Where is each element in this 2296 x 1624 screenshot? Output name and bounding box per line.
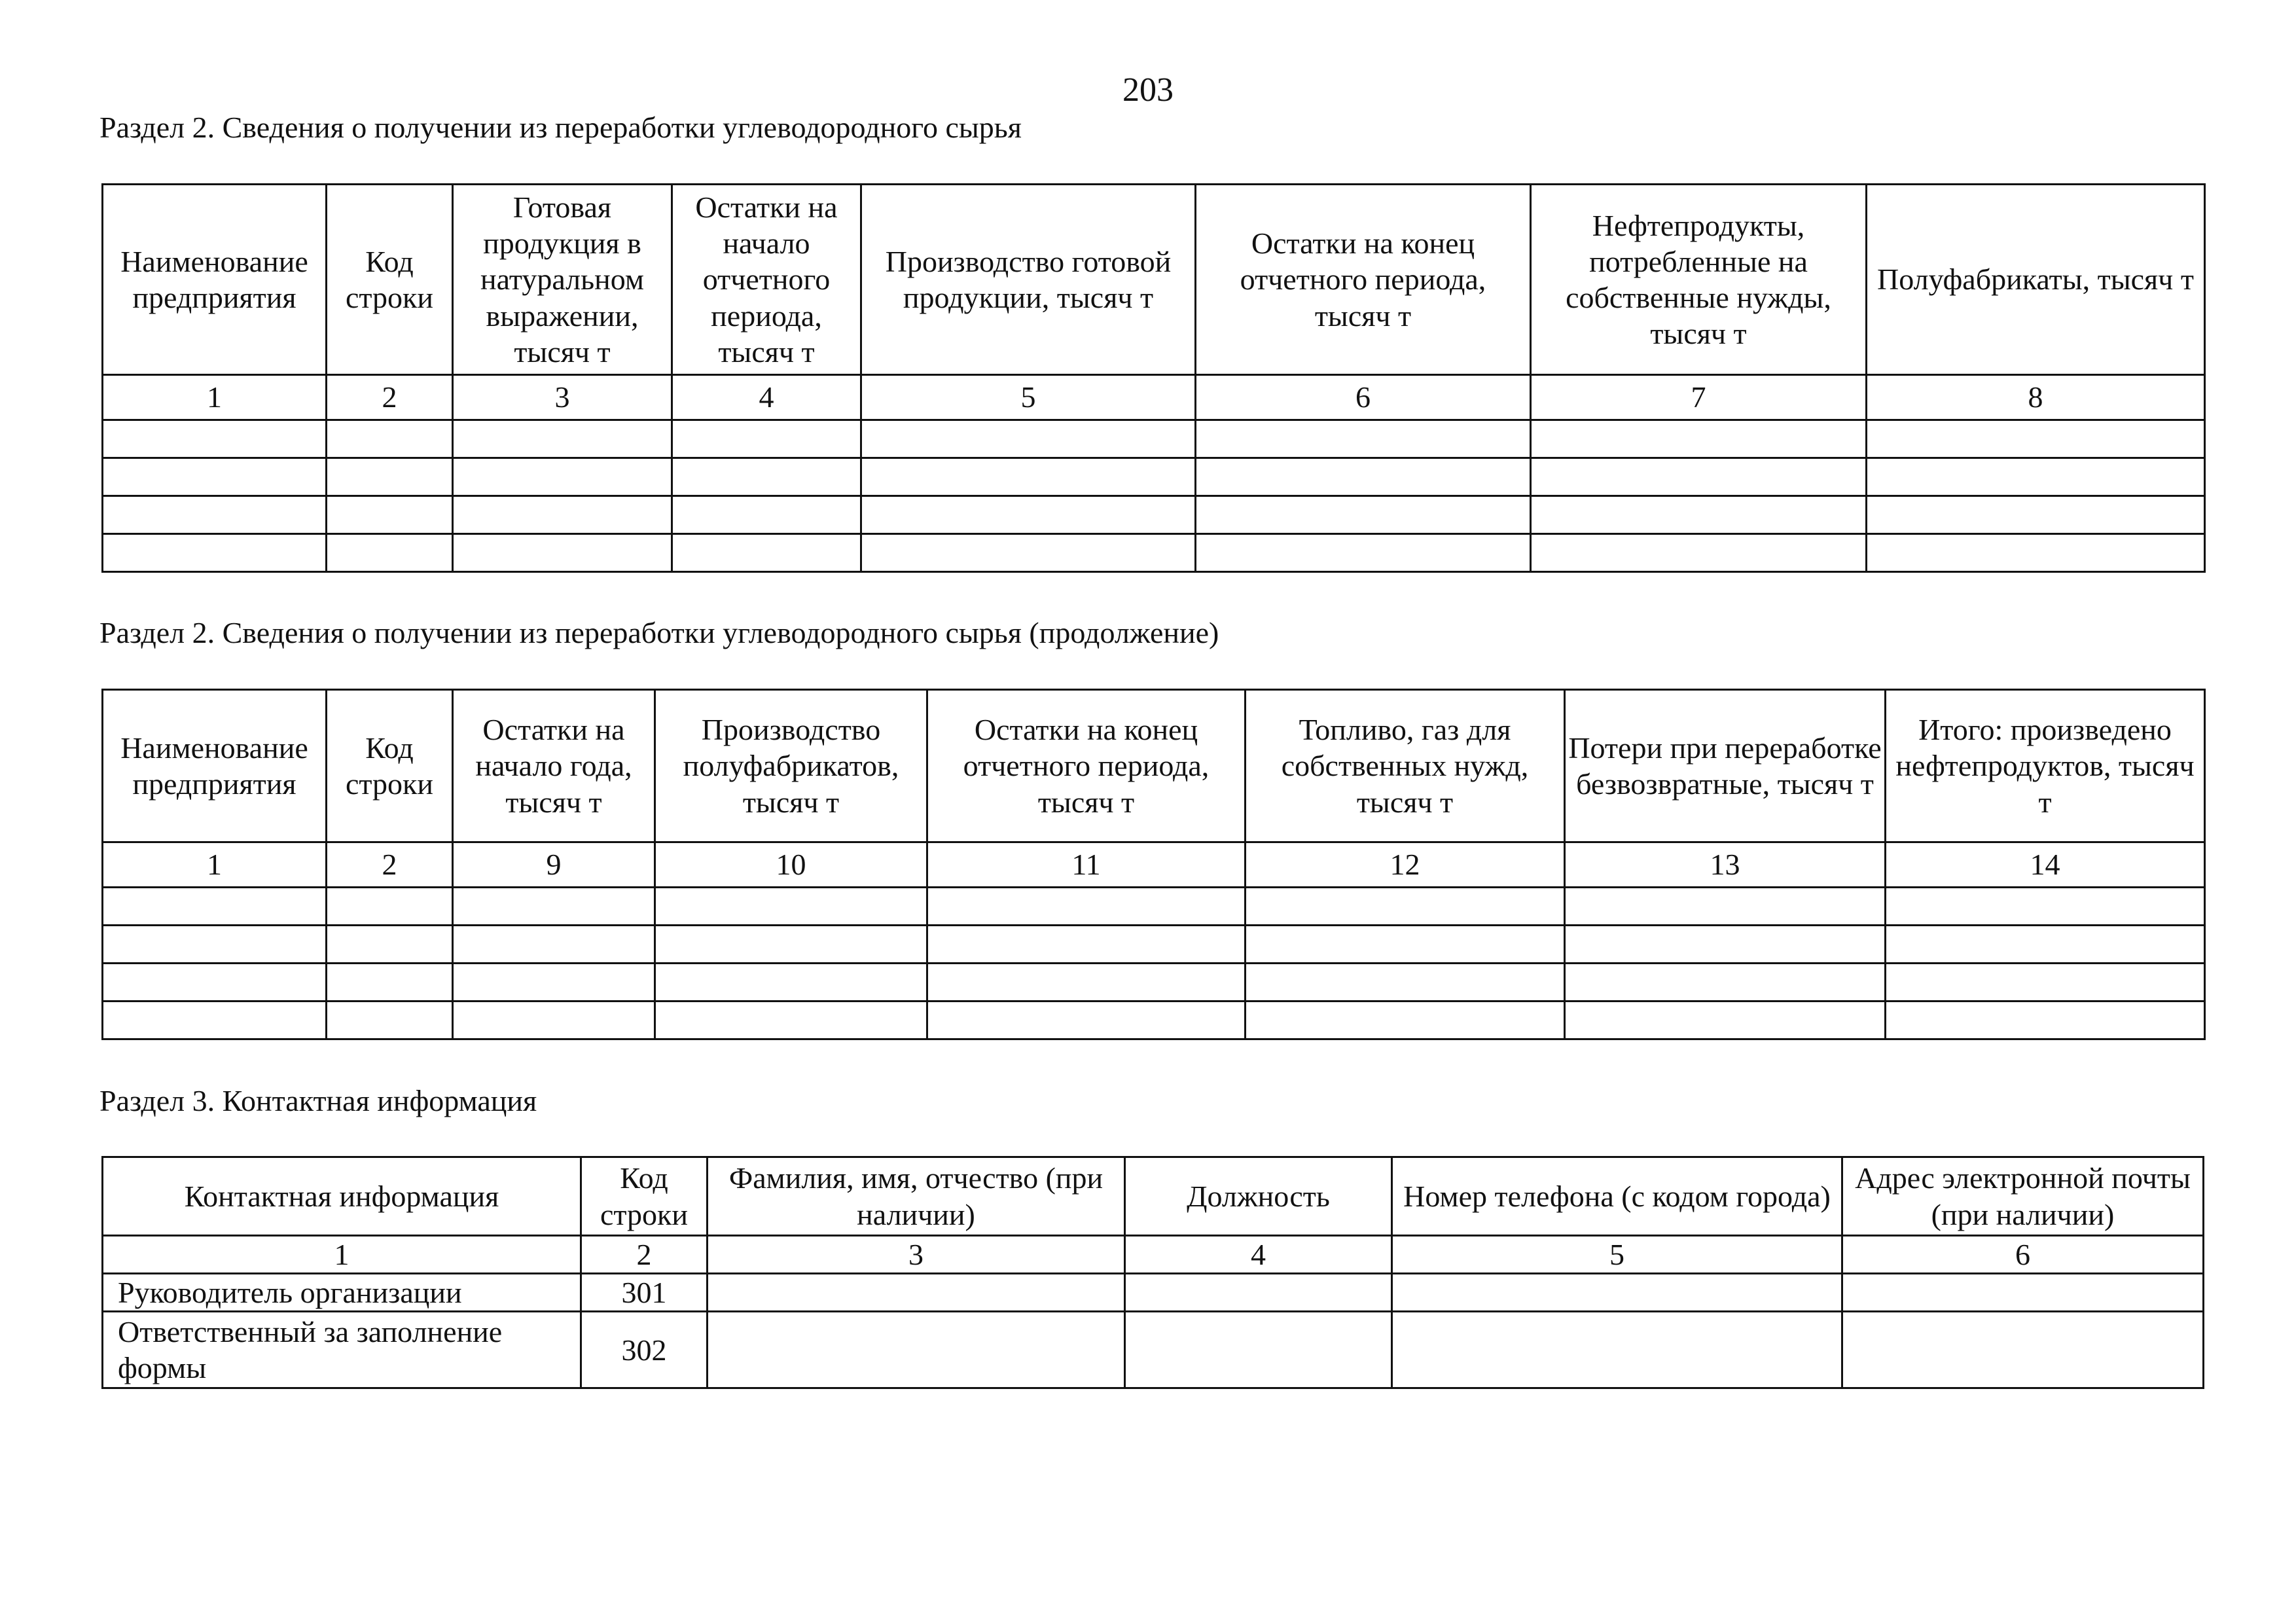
data-entry-cell[interactable] xyxy=(1867,496,2205,534)
email-cell[interactable] xyxy=(1842,1274,2204,1312)
data-entry-cell[interactable] xyxy=(672,496,861,534)
column-number: 6 xyxy=(1196,375,1531,420)
column-number: 14 xyxy=(1886,842,2205,888)
full-name-cell[interactable] xyxy=(708,1312,1125,1388)
data-entry-cell[interactable] xyxy=(453,458,672,496)
data-entry-cell[interactable] xyxy=(1246,1001,1565,1039)
column-number: 7 xyxy=(1531,375,1867,420)
data-entry-cell[interactable] xyxy=(103,458,327,496)
table-row xyxy=(103,534,2205,572)
production-table xyxy=(101,183,2206,573)
column-number: 2 xyxy=(327,842,453,888)
header-row-code: Код строки xyxy=(327,185,453,375)
data-entry-cell[interactable] xyxy=(1886,926,2205,964)
header-enterprise-name: Наименование предприятия xyxy=(103,185,327,375)
data-entry-cell[interactable] xyxy=(1531,496,1867,534)
column-number: 12 xyxy=(1246,842,1565,888)
row-label-head-of-organization: Руководитель организации xyxy=(103,1274,581,1312)
column-number: 4 xyxy=(1125,1236,1392,1274)
data-entry-cell[interactable] xyxy=(1886,964,2205,1001)
data-entry-cell[interactable] xyxy=(861,420,1196,458)
page-number: 203 xyxy=(1122,71,1174,109)
data-entry-cell[interactable] xyxy=(327,926,453,964)
column-number: 13 xyxy=(1565,842,1886,888)
data-entry-cell[interactable] xyxy=(1246,926,1565,964)
row-code: 301 xyxy=(581,1274,708,1312)
data-entry-cell[interactable] xyxy=(655,1001,927,1039)
column-number: 3 xyxy=(453,375,672,420)
data-entry-cell[interactable] xyxy=(927,926,1246,964)
data-entry-cell[interactable] xyxy=(327,1001,453,1039)
data-entry-cell[interactable] xyxy=(453,1001,655,1039)
section-title-contacts: Раздел 3. Контактная информация xyxy=(99,1084,537,1117)
data-entry-cell[interactable] xyxy=(1246,964,1565,1001)
row-label-form-filler: Ответственный за заполнение формы xyxy=(103,1312,581,1388)
data-entry-cell[interactable] xyxy=(103,1001,327,1039)
data-entry-cell[interactable] xyxy=(327,458,453,496)
header-position: Должность xyxy=(1125,1157,1392,1236)
data-entry-cell[interactable] xyxy=(1531,420,1867,458)
data-entry-cell[interactable] xyxy=(453,926,655,964)
header-own-needs-products: Нефтепродукты, потребленные на собственные нужды, тысяч т xyxy=(1531,185,1867,375)
phone-cell[interactable] xyxy=(1392,1274,1842,1312)
header-semi-finished-production: Производство полуфабрикатов, тысяч т xyxy=(655,690,927,842)
data-entry-cell[interactable] xyxy=(1196,496,1531,534)
data-entry-cell[interactable] xyxy=(1531,458,1867,496)
data-entry-cell[interactable] xyxy=(1867,420,2205,458)
data-entry-cell[interactable] xyxy=(927,964,1246,1001)
table-row xyxy=(103,496,2205,534)
data-entry-cell[interactable] xyxy=(103,420,327,458)
data-entry-cell[interactable] xyxy=(1867,458,2205,496)
data-entry-cell[interactable] xyxy=(1565,926,1886,964)
header-row-code: Код строки xyxy=(327,690,453,842)
data-entry-cell[interactable] xyxy=(327,496,453,534)
contact-info-table xyxy=(101,1156,2204,1389)
table-row xyxy=(103,420,2205,458)
column-number: 4 xyxy=(672,375,861,420)
column-number: 2 xyxy=(327,375,453,420)
header-contact-info: Контактная информация xyxy=(103,1157,581,1236)
data-entry-cell[interactable] xyxy=(327,534,453,572)
column-number: 6 xyxy=(1842,1236,2204,1274)
data-entry-cell[interactable] xyxy=(1886,1001,2205,1039)
data-entry-cell[interactable] xyxy=(453,534,672,572)
full-name-cell[interactable] xyxy=(708,1274,1125,1312)
data-entry-cell[interactable] xyxy=(655,926,927,964)
header-semi-finished: Полуфабрикаты, тысяч т xyxy=(1867,185,2205,375)
column-number: 3 xyxy=(708,1236,1125,1274)
data-entry-cell[interactable] xyxy=(1246,888,1565,926)
header-enterprise-name: Наименование предприятия xyxy=(103,690,327,842)
data-entry-cell[interactable] xyxy=(927,1001,1246,1039)
data-entry-cell[interactable] xyxy=(327,420,453,458)
data-entry-cell[interactable] xyxy=(327,964,453,1001)
production-continued-table xyxy=(101,689,2206,1040)
column-number: 1 xyxy=(103,842,327,888)
data-entry-cell[interactable] xyxy=(861,496,1196,534)
table-row xyxy=(103,458,2205,496)
column-number: 5 xyxy=(861,375,1196,420)
position-cell[interactable] xyxy=(1125,1312,1392,1388)
data-entry-cell[interactable] xyxy=(655,964,927,1001)
data-entry-cell[interactable] xyxy=(1196,458,1531,496)
production-continued-table-body xyxy=(103,690,2205,1039)
table-row xyxy=(103,926,2205,964)
data-entry-cell[interactable] xyxy=(327,888,453,926)
column-number: 9 xyxy=(453,842,655,888)
header-finished-goods-production: Производство готовой продукции, тысяч т xyxy=(861,185,1196,375)
section-title-production-continued: Раздел 2. Сведения о получении из переработки углеводородного сырья (продолжение) xyxy=(99,616,1219,649)
data-entry-cell[interactable] xyxy=(861,534,1196,572)
header-total-petroleum-products: Итого: произведено нефтепродуктов, тысяч т xyxy=(1886,690,2205,842)
column-number: 1 xyxy=(103,375,327,420)
section-title-production: Раздел 2. Сведения о получении из переработки углеводородного сырья xyxy=(99,111,1022,144)
data-entry-cell[interactable] xyxy=(655,888,927,926)
data-entry-cell[interactable] xyxy=(861,458,1196,496)
data-entry-cell[interactable] xyxy=(1565,964,1886,1001)
data-entry-cell[interactable] xyxy=(453,496,672,534)
header-closing-balance-period: Остатки на конец отчетного периода, тысяч т xyxy=(1196,185,1531,375)
contact-info-table-body xyxy=(103,1157,2204,1388)
column-number: 2 xyxy=(581,1236,708,1274)
header-phone-number: Номер телефона (с кодом города) xyxy=(1392,1157,1842,1236)
header-full-name: Фамилия, имя, отчество (при наличии) xyxy=(708,1157,1125,1236)
data-entry-cell[interactable] xyxy=(103,888,327,926)
table-row xyxy=(103,1001,2205,1039)
data-entry-cell[interactable] xyxy=(1886,888,2205,926)
header-row-code: Код строки xyxy=(581,1157,708,1236)
column-number: 10 xyxy=(655,842,927,888)
column-number: 5 xyxy=(1392,1236,1842,1274)
data-entry-cell[interactable] xyxy=(1565,888,1886,926)
table-row xyxy=(103,964,2205,1001)
header-closing-balance-period: Остатки на конец отчетного периода, тысяч т xyxy=(927,690,1246,842)
header-email: Адрес электронной почты (при наличии) xyxy=(1842,1157,2204,1236)
data-entry-cell[interactable] xyxy=(672,420,861,458)
position-cell[interactable] xyxy=(1125,1274,1392,1312)
email-cell[interactable] xyxy=(1842,1312,2204,1388)
header-fuel-gas-own-needs: Топливо, газ для собственных нужд, тысяч т xyxy=(1246,690,1565,842)
data-entry-cell[interactable] xyxy=(103,496,327,534)
data-entry-cell[interactable] xyxy=(1196,420,1531,458)
column-number: 11 xyxy=(927,842,1246,888)
column-number: 8 xyxy=(1867,375,2205,420)
production-table-body xyxy=(103,185,2205,572)
table-row xyxy=(103,888,2205,926)
data-entry-cell[interactable] xyxy=(1531,534,1867,572)
header-finished-goods-natural: Готовая продукция в натуральном выражении, тысяч т xyxy=(453,185,672,375)
header-opening-balance-period: Остатки на начало отчетного периода, тысяч т xyxy=(672,185,861,375)
data-entry-cell[interactable] xyxy=(453,964,655,1001)
table-row xyxy=(103,1274,2204,1312)
data-entry-cell[interactable] xyxy=(453,420,672,458)
data-entry-cell[interactable] xyxy=(927,888,1246,926)
header-irrecoverable-losses: Потери при переработке безвозвратные, тысяч т xyxy=(1565,690,1886,842)
header-opening-balance-year: Остатки на начало года, тысяч т xyxy=(453,690,655,842)
data-entry-cell[interactable] xyxy=(103,534,327,572)
data-entry-cell[interactable] xyxy=(1565,1001,1886,1039)
data-entry-cell[interactable] xyxy=(103,964,327,1001)
data-entry-cell[interactable] xyxy=(453,888,655,926)
table-row xyxy=(103,1312,2204,1388)
data-entry-cell[interactable] xyxy=(672,534,861,572)
phone-cell[interactable] xyxy=(1392,1312,1842,1388)
column-number: 1 xyxy=(103,1236,581,1274)
data-entry-cell[interactable] xyxy=(672,458,861,496)
data-entry-cell[interactable] xyxy=(1867,534,2205,572)
row-code: 302 xyxy=(581,1312,708,1388)
data-entry-cell[interactable] xyxy=(103,926,327,964)
data-entry-cell[interactable] xyxy=(1196,534,1531,572)
